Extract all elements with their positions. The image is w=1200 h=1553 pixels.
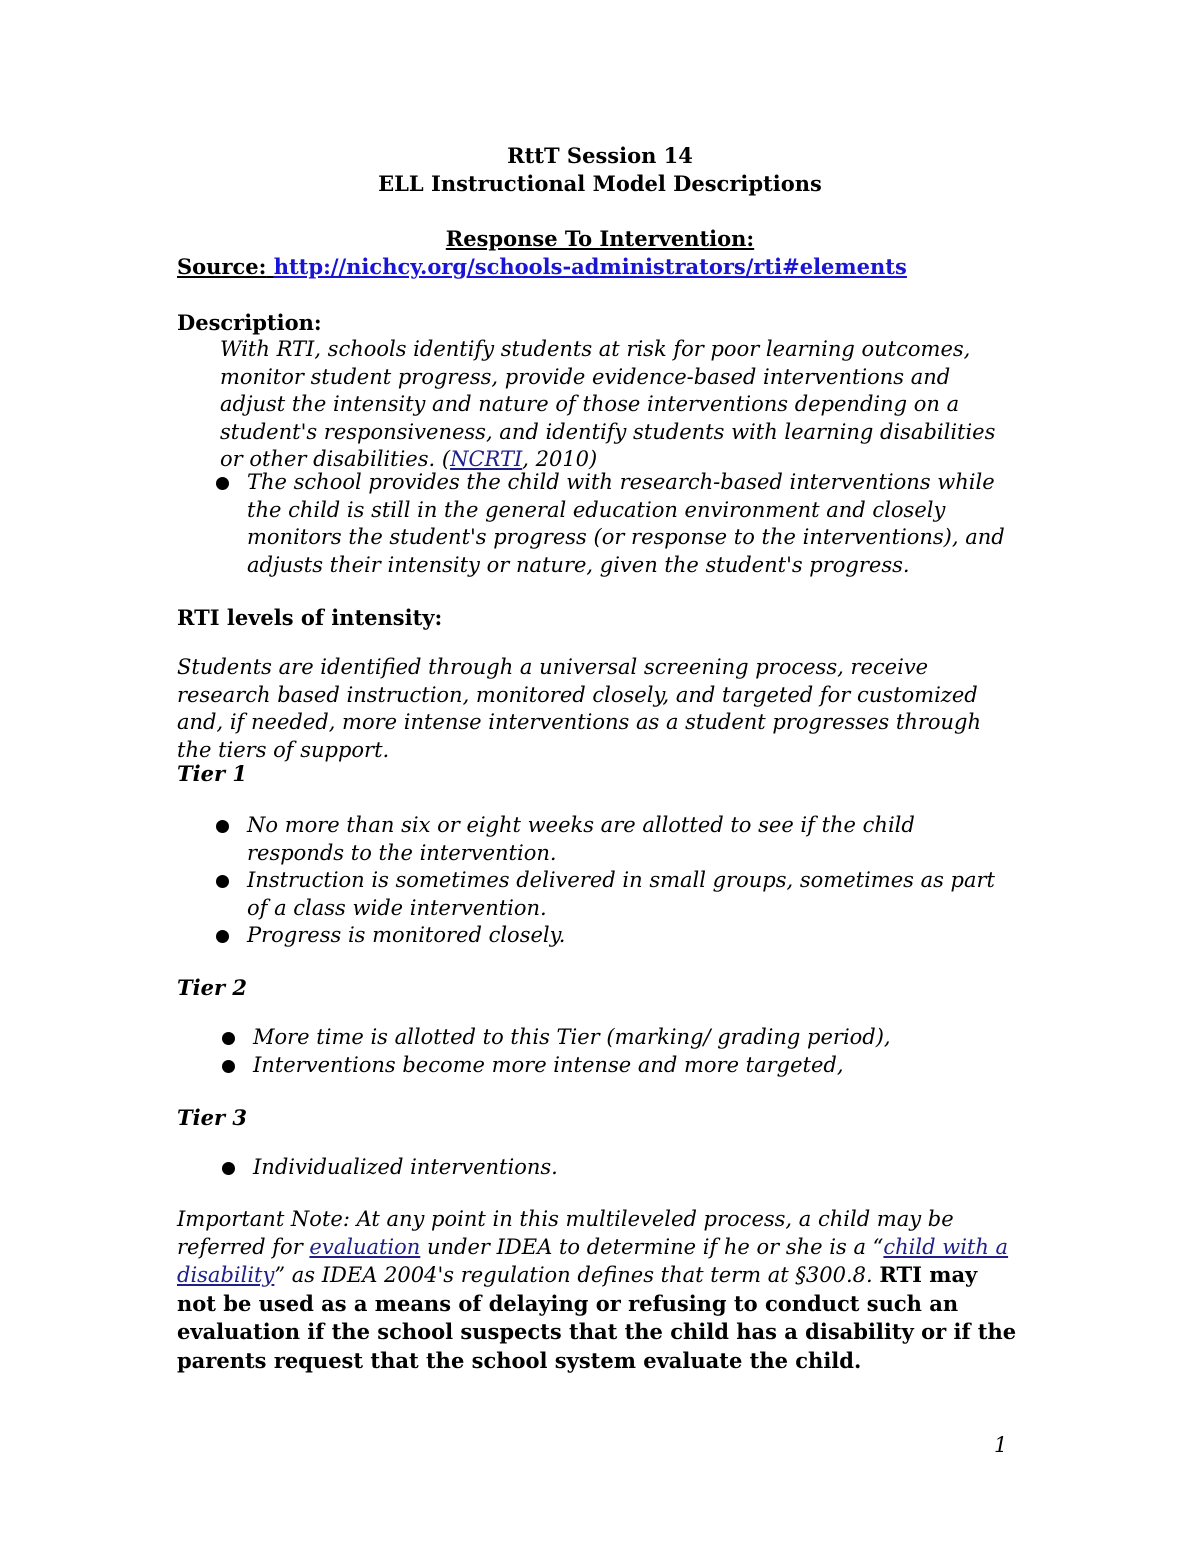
bullet-icon xyxy=(216,875,229,888)
ncrti-link[interactable]: NCRTI xyxy=(450,447,523,471)
source-line xyxy=(177,253,907,281)
description-label: Description: xyxy=(177,310,322,335)
levels-intro: Students are identified through a universal screening process, receive research based instruction, monitored closely, and targeted for customized and, if needed, more intense interventions as a student progresses through the tiers of support. xyxy=(177,655,982,762)
tier-2-bullet-2: Interventions become more intense and more targeted, xyxy=(253,1053,844,1077)
child-with-disability-link[interactable]: child with a disability xyxy=(177,1234,1009,1287)
bullet-icon xyxy=(222,1060,235,1073)
note-bold-text: RTI may not be used as a means of delaying or refusing to conduct such an evaluation if the school suspects that the child has a disability or if the parents request that the school system evaluate the child. xyxy=(177,1262,1017,1373)
source-link[interactable]: http://nichcy.org/schools-administrators/rti#elements xyxy=(273,254,907,279)
note-text-3: ” as IDEA 2004's regulation defines that term at §300.8. xyxy=(274,1263,880,1287)
tier-1-title: Tier 1 xyxy=(177,761,247,786)
description-bullet: The school provides the child with research-based interventions while the child is still in the general education environment and closely monitors the student's progress (or response to the interventions), and adjusts their intensity or nature, given the student's progress. xyxy=(247,470,1005,577)
document-title: ELL Instructional Model Descriptions xyxy=(378,171,822,196)
bullet-icon xyxy=(216,820,229,833)
tier-1-bullet-3: Progress is monitored closely. xyxy=(247,923,566,947)
description-body: With RTI, schools identify students at risk for poor learning outcomes, monitor student progress, provide evidence-based interventions and adjust the intensity and nature of those interventions depending on a student's responsiveness, and identify students with learning disabilities or other disabilities. ( xyxy=(220,337,996,471)
tier-2-bullet-1: More time is allotted to this Tier (marking/ grading period), xyxy=(253,1025,891,1049)
tier-2-title: Tier 2 xyxy=(177,975,247,1000)
session-title: RttT Session 14 xyxy=(507,143,693,168)
evaluation-link[interactable]: evaluation xyxy=(309,1234,421,1259)
note-text-1: Important Note: At any point in this multileveled process, a child may be referred for xyxy=(177,1207,954,1259)
source-label: Source: xyxy=(177,254,267,279)
note-text-2: under IDEA to determine if he or she is a “ xyxy=(420,1234,884,1259)
tier-1-bullet-2: Instruction is sometimes delivered in small groups, sometimes as part of a class wide intervention. xyxy=(247,868,995,920)
page-number: 1 xyxy=(994,1433,1008,1457)
bullet-icon xyxy=(216,477,229,490)
bullet-icon xyxy=(222,1032,235,1045)
section-title: Response To Intervention: xyxy=(445,226,755,251)
tier-3-title: Tier 3 xyxy=(177,1105,247,1130)
levels-heading: RTI levels of intensity: xyxy=(177,605,443,630)
bullet-icon xyxy=(222,1162,235,1175)
description-citation-tail: , 2010) xyxy=(522,447,598,471)
description-text xyxy=(220,336,1020,474)
tier-3-bullet-1: Individualized interventions. xyxy=(253,1155,558,1179)
tier-1-bullet-1: No more than six or eight weeks are allotted to see if the child responds to the intervention. xyxy=(247,813,915,865)
bullet-icon xyxy=(216,930,229,943)
important-note xyxy=(177,1206,1017,1375)
